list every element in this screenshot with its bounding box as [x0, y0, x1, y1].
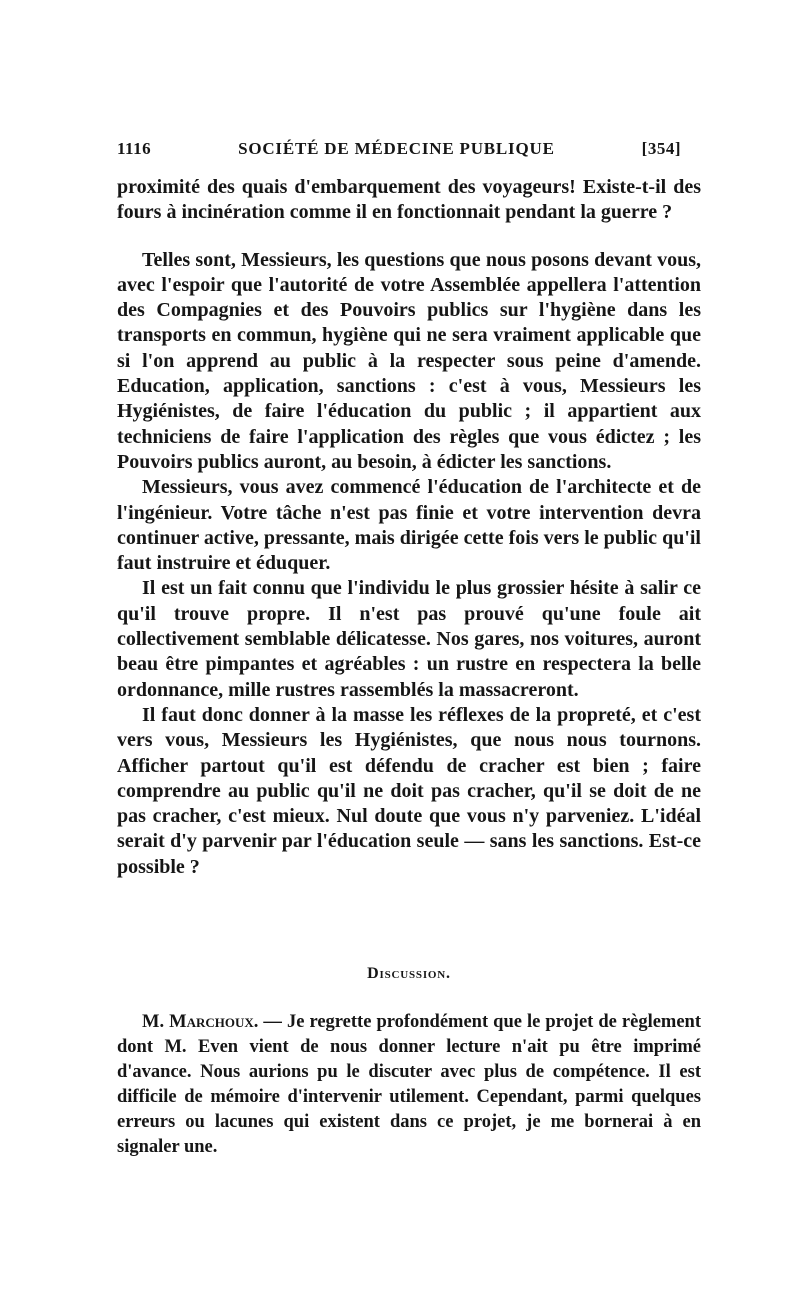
paragraph-2: Telles sont, Messieurs, les questions que nous posons devant vous, avec l'espoir que l'autorité de votre Assemblée appellera l'attention des Compagnies et des Pouvoirs publics sur l'hygiène dans les transports en commun, hygiène qui ne sera vraiment applicable que si l'on apprend au public à la respecter sous peine d'amende. Education, application, sanctions : c'est à vous, Messieurs les Hygiénistes, de faire l'éducation du public ; il appartient aux techniciens de faire l'application des règles que vous édictez ; les Pouvoirs publics auront, au besoin, à édicter les sanctions.: [117, 248, 701, 473]
paragraph-3: Messieurs, vous avez commencé l'éducation de l'architecte et de l'ingénieur. Votre tâche n'est pas finie et votre intervention devra continuer active, pressante, mais dirigée cette fois vers le public qu'il faut instruire et éduquer.: [117, 476, 701, 575]
paragraph-5: Il faut donc donner à la masse les réflexes de la propreté, et c'est vers vous, Messieurs les Hygiénistes, que nous nous tournons. Afficher partout qu'il est défendu de cracher est bien ; faire comprendre au public qu'il ne doit pas cracher, qu'il se doit de ne pas cracher, c'est mieux. Nul doute que vous n'y parveniez. L'idéal serait d'y parvenir par l'éducation seule — sans les sanctions. Est-ce possible ?: [117, 703, 701, 878]
body-text: [117, 175, 701, 880]
discussion-paragraph: [117, 1010, 701, 1160]
speaker-remarks: — Je regrette profondément que le projet de règlement dont M. Even vient de nous donner lecture n'ait pu être imprimé d'avance. Nous aurions pu le discuter avec plus de compétence. Il est difficile de mémoire d'intervenir utilement. Cependant, parmi quelques erreurs ou lacunes qui existent dans ce projet, je me bornerai à en signaler une.: [117, 1012, 701, 1157]
discussion-text: [117, 1010, 701, 1160]
speaker-name: M. Marchoux.: [142, 1012, 259, 1032]
page-header: [117, 139, 681, 159]
page-number: 1116: [117, 139, 152, 158]
section-number: [354]: [641, 139, 681, 158]
paragraph-4: Il est un fait connu que l'individu le plus grossier hésite à salir ce qu'il trouve propre. Il n'est pas prouvé qu'une foule ait collectivement semblable délicatesse. Nos gares, nos voitures, auront beau être pimpantes et agréables : un rustre en respectera la belle ordonnance, mille rustres rassemblés la massacreront.: [117, 577, 701, 701]
paragraph-1: proximité des quais d'embarquement des voyageurs! Existe-t-il des fours à incinération comme il en fonctionnait pendant la guerre ?: [117, 176, 701, 224]
discussion-heading: Discussion.: [367, 965, 451, 982]
running-title: SOCIÉTÉ DE MÉDECINE PUBLIQUE: [238, 139, 555, 158]
